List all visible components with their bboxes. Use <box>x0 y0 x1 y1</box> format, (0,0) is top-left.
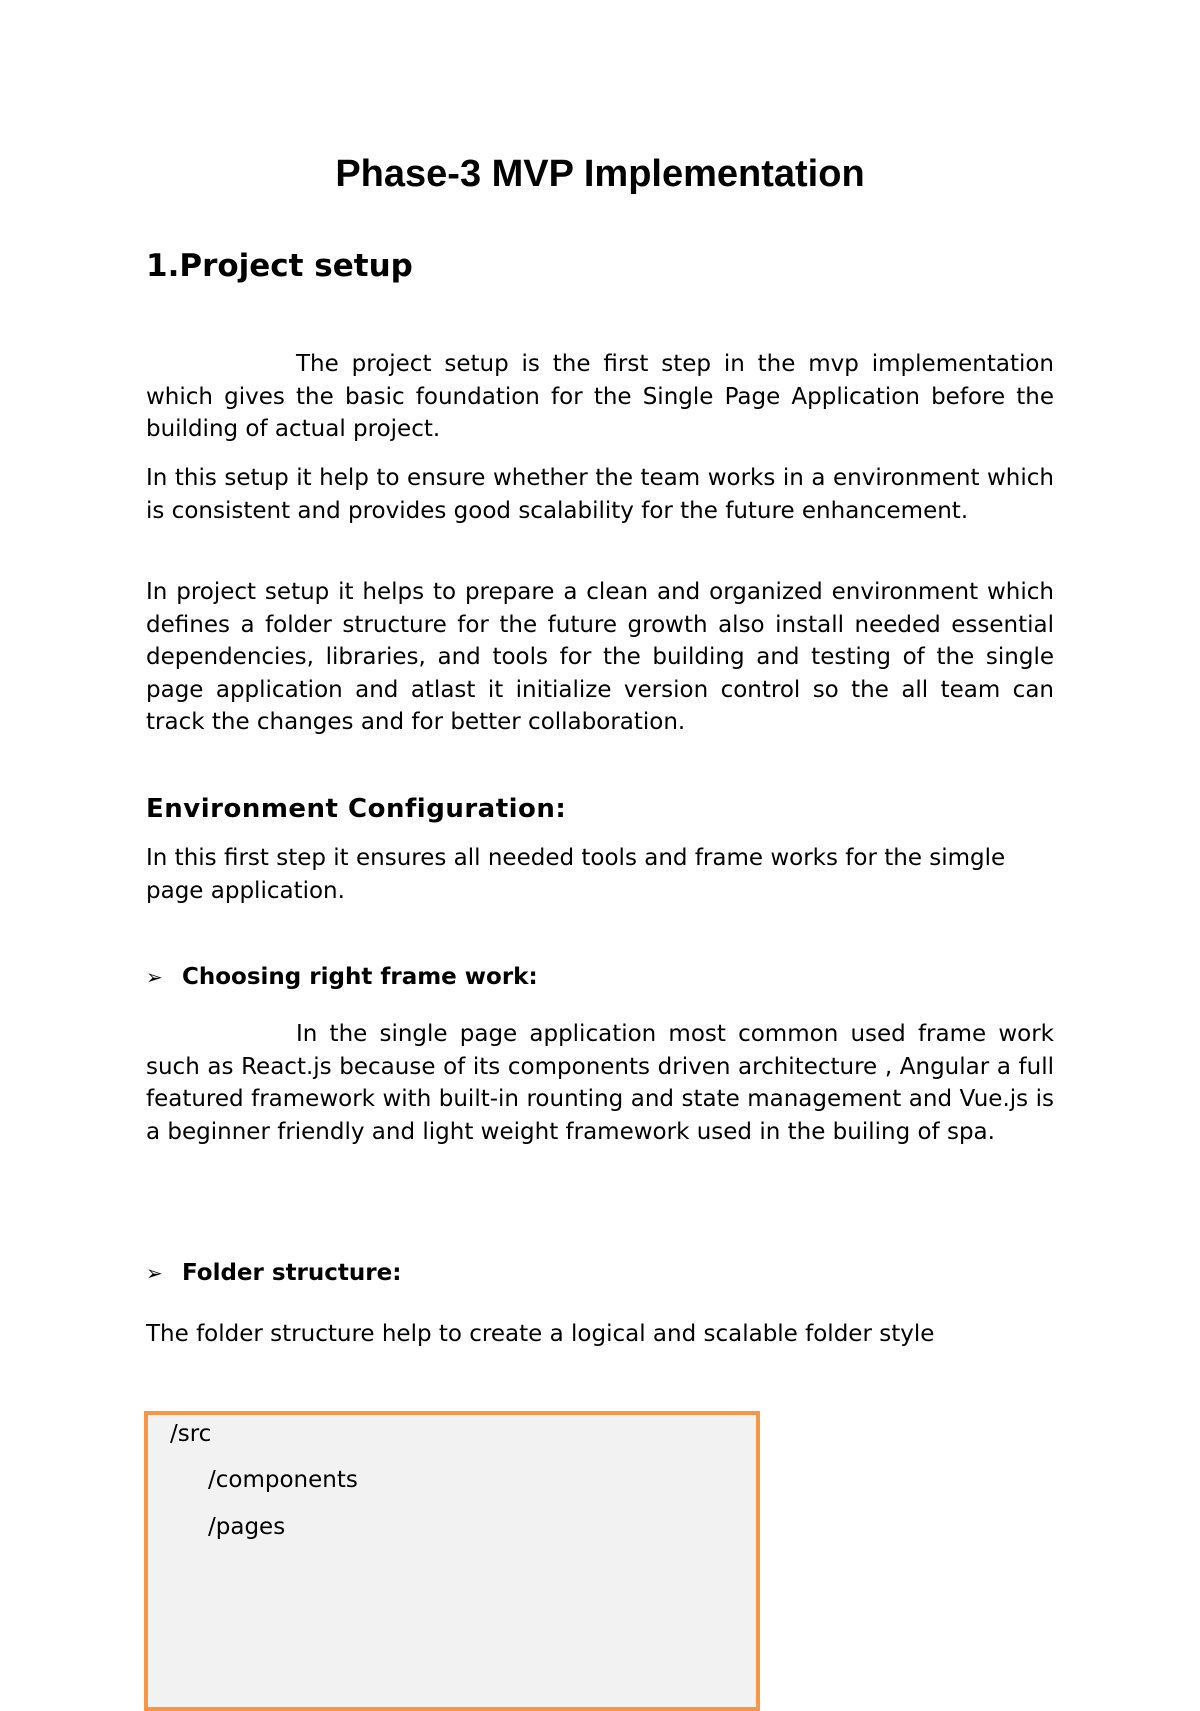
arrow-bullet-icon: ➢ <box>146 965 163 989</box>
document-title: Phase-3 MVP Implementation <box>335 153 865 195</box>
paragraph-project-setup-intro: The project setup is the first step in the mvp implementation which gives the basic foundation for the Single Page Application before the building of actual project. <box>146 351 1054 442</box>
folder-path-src: /src <box>170 1421 212 1447</box>
paragraph-framework-choice: In the single page application most common used frame work such as React.js because of its components driven architecture , Angular a full featured framework with built-in rounting and state management and Vue.js is a beginner friendly and light weight framework used in the builing of spa. <box>146 1021 1054 1145</box>
bullet-heading-framework-label: Choosing right frame work: <box>182 964 538 990</box>
paragraph-setup-details: In project setup it helps to prepare a clean and organized environment which defines a folder structure for the future growth also install needed essential dependencies, libraries, and tools for the building and testing of the single page application and atlast it initialize version control so the all team can track the changes and for better collaboration. <box>146 579 1054 735</box>
section-heading-project-setup: 1.Project setup <box>146 248 413 284</box>
bullet-heading-framework <box>146 961 538 993</box>
paragraph-folder-structure: The folder structure help to create a logical and scalable folder style <box>146 1321 935 1347</box>
paragraph-setup-consistency: In this setup it help to ensure whether the team works in a environment which is consistent and provides good scalability for the future enhancement. <box>146 465 1054 524</box>
paragraph-environment-configuration: In this first step it ensures all needed tools and frame works for the simgle page application. <box>146 845 1006 904</box>
folder-path-pages: /pages <box>208 1514 286 1540</box>
arrow-bullet-icon: ➢ <box>146 1261 163 1285</box>
bullet-heading-folder-structure-label: Folder structure: <box>182 1260 402 1286</box>
section-heading-environment-configuration: Environment Configuration: <box>146 794 567 824</box>
folder-structure-box <box>144 1411 760 1711</box>
bullet-heading-folder-structure <box>146 1257 401 1289</box>
folder-path-components: /components <box>208 1467 358 1493</box>
